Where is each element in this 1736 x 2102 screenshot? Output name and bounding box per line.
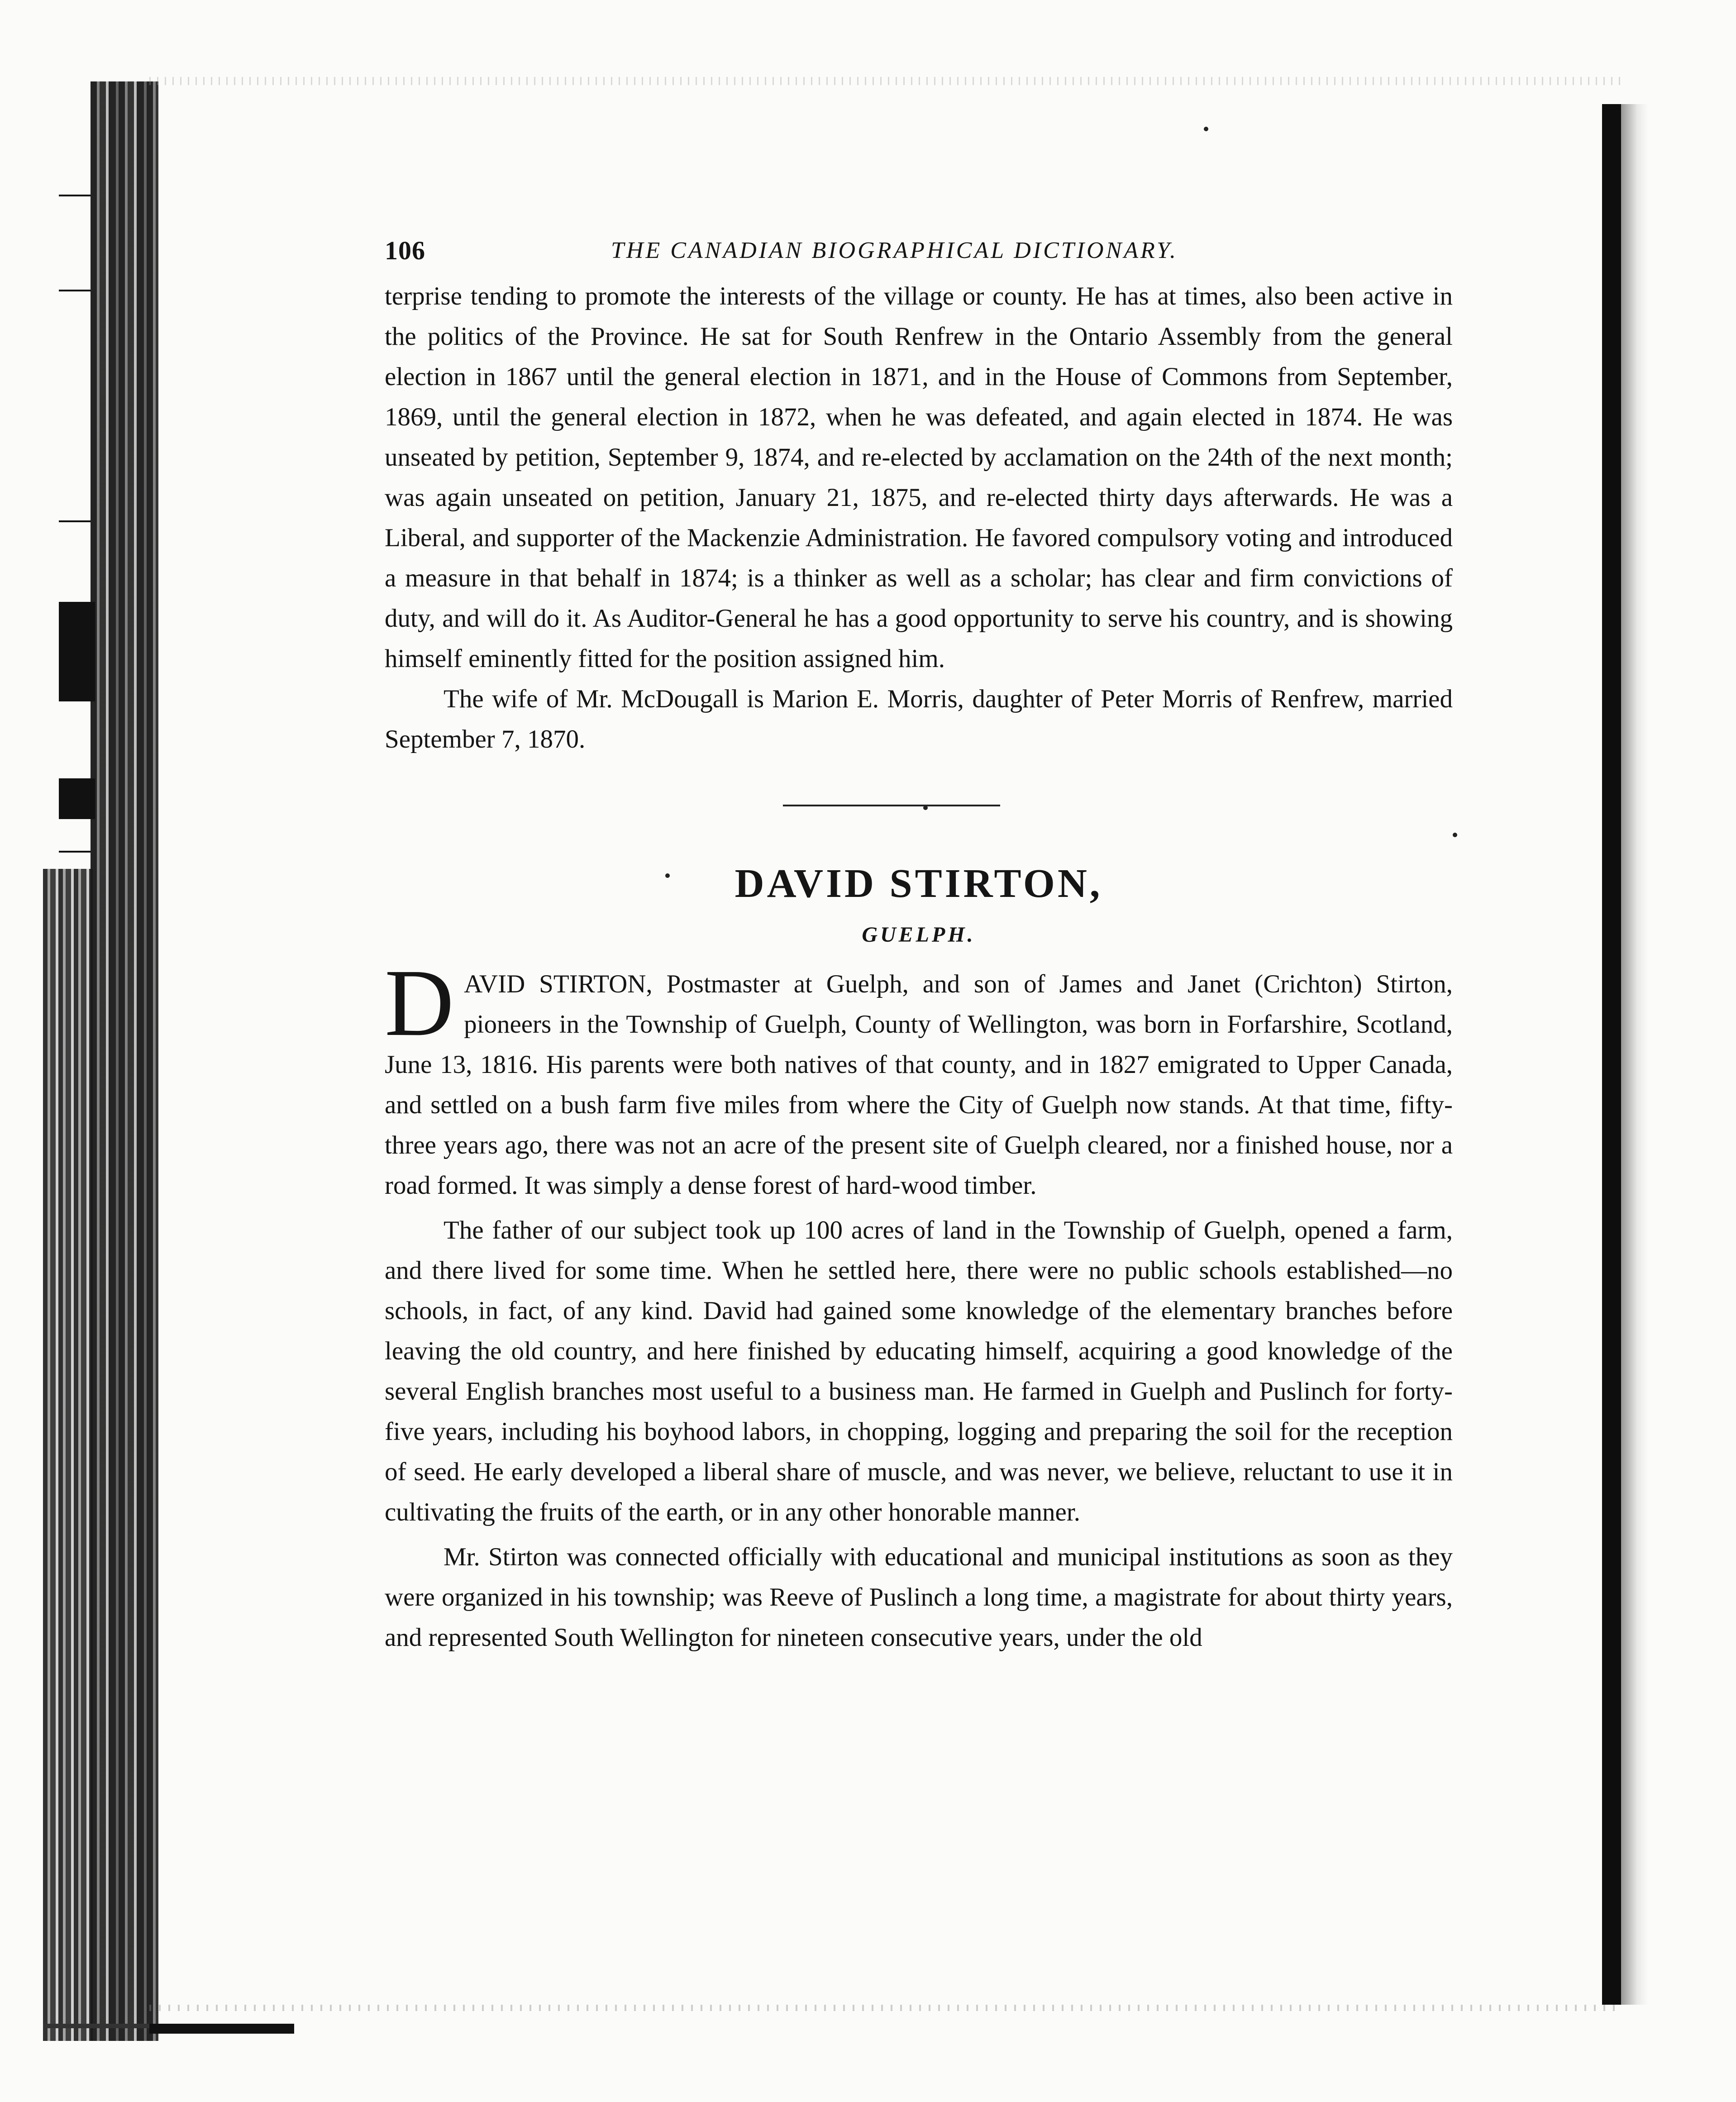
binding-tick-2 xyxy=(59,290,91,291)
page-text-block xyxy=(385,235,1453,1658)
entry-paragraph: Mr. Stirton was connected officially with educational and municipal institutions as soon as they were organized in his township; was Reeve of Puslinch a long time, a magistrate for about thirty years, and represented South Wellington for nineteen consecutive years, under the old xyxy=(385,1543,1453,1652)
section-rule xyxy=(783,805,1000,806)
previous-entry-paragraph: terprise tending to promote the interests of the village or county. He has at times, also been active in the politics of the Province. He sat for South Renfrew in the Ontario Assembly from the general election in 1867 until the general election in 1871, and in the House of Commons from September, 1869, until the general election in 1872, when he was defeated, and again elected in 1874. He was unseated by petition, September 9, 1874, and re-elected by acclamation on the 24th of the next month; was again unseated on petition, January 21, 1875, and re-elected thirty days afterwards. He was a Liberal, and supporter of the Mackenzie Administration. He favored compulsory voting and introduced a measure in that behalf in 1874; is a thinker as well as a scholar; has clear and firm convictions of duty, and will do it. As Auditor-General he has a good opportunity to serve his country, and is showing himself eminently fitted for the position assigned him. xyxy=(385,282,1453,673)
bottom-edge-strip xyxy=(43,2024,149,2028)
binding-block-1 xyxy=(59,602,95,701)
binding-tick-3 xyxy=(59,520,91,522)
binding-tick-4 xyxy=(59,851,91,853)
bottom-edge-bar xyxy=(149,2024,294,2034)
section-divider xyxy=(385,759,1453,859)
entry-first-paragraph xyxy=(385,949,1453,1206)
previous-entry-paragraph: The wife of Mr. McDougall is Marion E. Morris, daughter of Peter Morris of Renfrew, married September 7, 1870. xyxy=(385,685,1453,753)
left-binding-shadow xyxy=(43,869,93,2041)
entry-subtitle: GUELPH. xyxy=(862,923,976,947)
top-scan-noise xyxy=(149,77,1620,85)
page-number: 106 xyxy=(385,236,425,265)
right-binding-shadow xyxy=(1621,104,1648,2005)
ink-speck xyxy=(1204,127,1208,131)
entry-paragraph: The father of our subject took up 100 acres of land in the Township of Guelph, opened a farm, and there lived for some time. When he settled here, there were no public schools established—no schools, in fact, of any kind. David had gained some knowledge of the elementary branches before leaving the old country, and here finished by educating himself, acquiring a good knowledge of the several English branches most useful to a business man. He farmed in Guelph and Puslinch for forty-five years, including his boyhood labors, in chopping, logging and preparing the soil for the reception of seed. He early developed a liberal share of muscle, and was never, we believe, reluctant to use it in cultivating the fruits of the earth, or in any other honorable manner. xyxy=(385,1216,1453,1526)
right-binding-edge xyxy=(1602,104,1621,2005)
binding-tick-1 xyxy=(59,195,91,196)
drop-cap: D xyxy=(385,949,454,1056)
binding-block-2 xyxy=(59,778,95,819)
entry-first-paragraph-text: AVID STIRTON, Postmaster at Guelph, and son of James and Janet (Crichton) Stirton, pioneers in the Township of Guelph, County of Wellington, was born in Forfarshire, Scotland, June 13, 1816. His parents were both natives of that county, and in 1827 emigrated to Upper Canada, and settled on a bush farm five miles from where the City of Guelph now stands. At that time, fifty-three years ago, there was not an acre of the present site of Guelph cleared, nor a finished house, nor a road formed. It was simply a dense forest of hard-wood timber. xyxy=(385,970,1453,1200)
ink-speck xyxy=(1453,833,1457,837)
entry-title: DAVID STIRTON, xyxy=(734,861,1103,906)
left-binding-edge xyxy=(91,81,158,2041)
running-title: THE CANADIAN BIOGRAPHICAL DICTIONARY. xyxy=(611,238,1178,263)
bottom-scan-noise xyxy=(149,2005,1620,2011)
running-head xyxy=(385,235,1453,276)
